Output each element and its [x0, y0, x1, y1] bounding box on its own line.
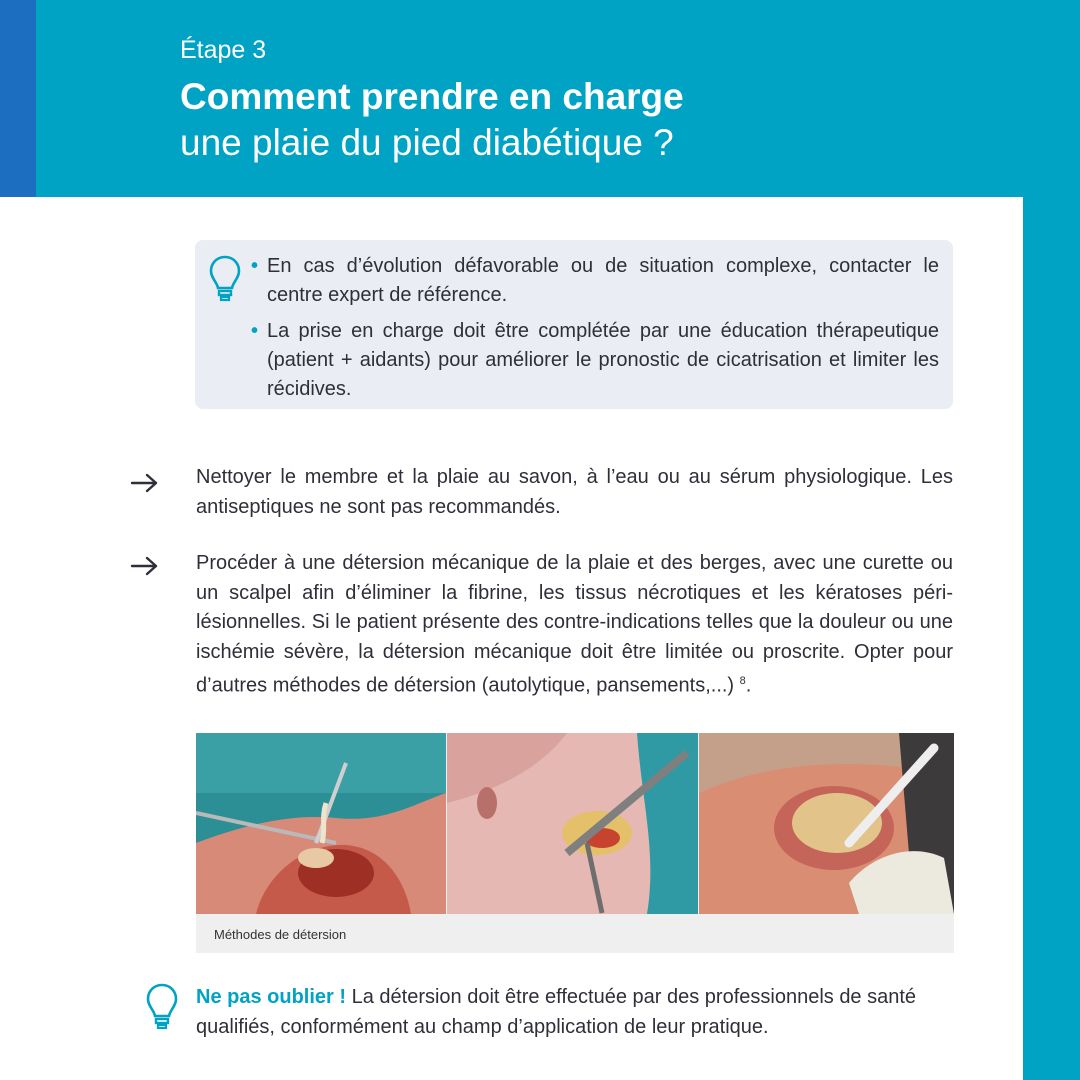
document-page [0, 197, 1023, 1080]
reminder-text: La détersion doit être effectuée par des professionnels de santé qualifiés, conformément au champ d’application de leur pratique. [196, 986, 917, 1038]
step-label: Étape 3 [180, 36, 267, 64]
arrow-right-icon [130, 472, 160, 494]
page-title-line2: une plaie du pied diabétique ? [180, 122, 674, 163]
tip-item [251, 252, 939, 310]
lightbulb-icon [145, 982, 179, 1039]
tip-item-text: En cas d’évolution défavorable ou de situation complexe, contacter le centre expert de référence. [267, 255, 939, 306]
tip-item [251, 317, 939, 404]
page-title [180, 74, 684, 166]
figure-debridement-methods [196, 733, 954, 953]
step-text: Nettoyer le membre et la plaie au savon, à l’eau ou au sérum physiologique. Les antiseptiques ne sont pas recommandés. [196, 466, 953, 518]
bullet-dot: • [251, 255, 259, 277]
tip-item-text: La prise en charge doit être complétée par une éducation thérapeutique (patient + aidants) pour améliorer le pronostic de cicatrisation et limiter les récidives. [267, 320, 939, 400]
step-text-end: . [745, 674, 752, 697]
arrow-right-icon [130, 555, 160, 577]
header-accent-stripe [0, 0, 36, 197]
figure-caption: Méthodes de détersion [214, 927, 347, 942]
footnote-reference: 8 [739, 675, 746, 687]
bullet-dot: • [251, 320, 259, 342]
reminder-lead: Ne pas oublier ! [196, 986, 347, 1008]
step-text: Procéder à une détersion mécanique de la plaie et des berges, avec une curette ou un scalpel afin d’éliminer la fibrine, les tissus nécrotiques et les kératoses péri-lésionnelles. Si le patient présente des contre-indications telles que la douleur ou une ischémie sévère, la détersion mécanique doit être limitée ou proscrite. Opter pour d’autres méthodes de détersion (autolytique, pansements,...) [196, 552, 953, 697]
wound-photo-curette [447, 733, 698, 914]
step-paragraph [196, 549, 953, 701]
tip-box [195, 240, 953, 409]
lightbulb-icon [208, 254, 242, 309]
reminder-note [196, 983, 953, 1042]
wound-photo-scalpel [699, 733, 954, 914]
wound-photo-scissors [196, 733, 446, 914]
page-title-line1: Comment prendre en charge [180, 76, 684, 117]
